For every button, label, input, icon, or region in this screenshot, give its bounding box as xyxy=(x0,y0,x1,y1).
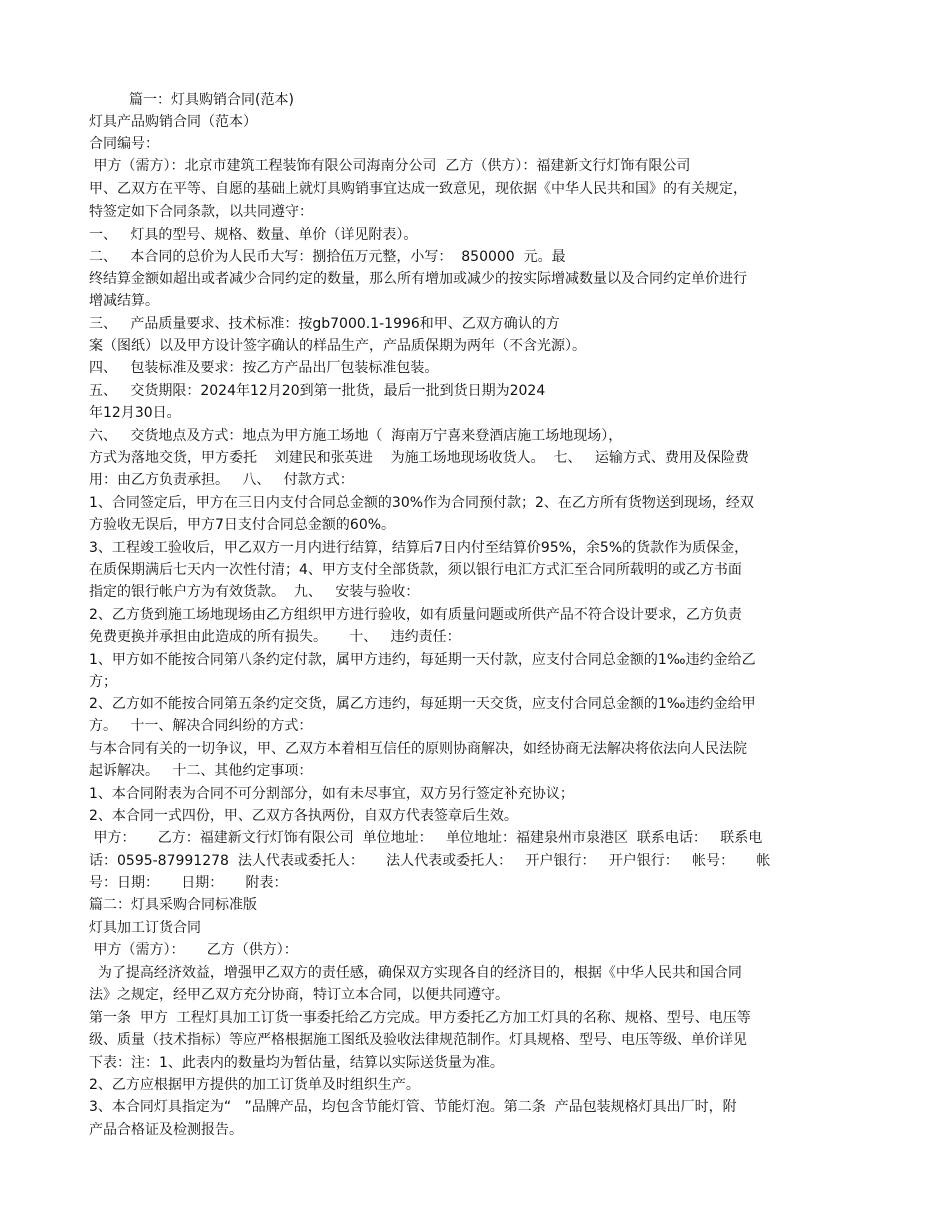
doc-line: 产品合格证及检测报告。 xyxy=(89,1122,243,1138)
doc-line: 二、 本合同的总价为人民币大写：捌拾伍万元整，小写： 850000 元。最 xyxy=(89,249,566,265)
doc-line: 1、甲方如不能按合同第八条约定付款，属甲方违约，每延期一天付款，应支付合同总金额的1‰违约金给乙 xyxy=(89,652,756,668)
doc-line: 甲方： 乙方：福建新文行灯饰有限公司 单位地址： 单位地址：福建泉州市泉港区 联系电话： 联系电 xyxy=(89,830,763,846)
doc-line: 甲方（需方）： 乙方（供方）： xyxy=(89,942,298,958)
doc-line: 1、合同签定后，甲方在三日内支付合同总金额的30%作为合同预付款；2、在乙方所有货物送到现场，经双 xyxy=(89,495,754,511)
doc-line: 方。 十一、解决合同纠纷的方式： xyxy=(89,718,313,734)
doc-line: 灯具产品购销合同（范本） xyxy=(89,114,257,130)
doc-line: 特签定如下合同条款，以共同遵守： xyxy=(89,204,313,220)
doc-line: 与本合同有关的一切争议，甲、乙双方本着相互信任的原则协商解决，如经协商无法解决将依法向人民法院 xyxy=(89,741,747,757)
doc-line: 六、 交货地点及方式：地点为甲方施工场地（ 海南万宁喜来登酒店施工场地现场）， xyxy=(89,428,623,444)
doc-line: 五、 交货期限：2024年12月20到第一批货，最后一批到货日期为2024 xyxy=(89,383,546,399)
doc-line: 1、本合同附表为合同不可分割部分，如有未尽事宜，双方另行签定补充协议； xyxy=(89,786,574,802)
doc-line: 法》之规定，经甲乙双方充分协商，特订立本合同，以便共同遵守。 xyxy=(89,987,509,1003)
doc-line: 3、工程竣工验收后，甲乙双方一月内进行结算，结算后7日内付至结算价95%，余5%的货款作为质保金， xyxy=(89,540,749,556)
doc-line: 用：由乙方负责承担。 八、 付款方式： xyxy=(89,472,354,488)
doc-line: 篇一：灯具购销合同(范本) xyxy=(129,92,294,108)
doc-line: 2、本合同一式四份，甲、乙双方各执两份，自双方代表签章后生效。 xyxy=(89,808,518,824)
doc-line: 甲、乙双方在平等、自愿的基础上就灯具购销事宜达成一致意见，现依据《中华人民共和国》的有关规定， xyxy=(89,181,747,197)
doc-line: 在质保期满后七天内一次性付清；4、甲方支付全部货款，须以银行电汇方式汇至合同所载明的或乙方书面 xyxy=(89,562,742,578)
doc-line: 年12月30日。 xyxy=(89,405,181,421)
doc-line: 三、 产品质量要求、技术标准：按gb7000.1-1996和甲、乙双方确认的方 xyxy=(89,316,560,332)
doc-line: 一、 灯具的型号、规格、数量、单价（详见附表）。 xyxy=(89,227,418,243)
doc-line: 号：日期： 日期： 附表： xyxy=(89,875,288,891)
doc-line: 方验收无误后，甲方7日支付合同总金额的60%。 xyxy=(89,517,396,533)
doc-line: 篇二：灯具采购合同标准版 xyxy=(89,897,257,913)
doc-line: 2、乙方应根据甲方提供的加工订货单及时组织生产。 xyxy=(89,1077,420,1093)
doc-line: 话：0595-87991278 法人代表或委托人： 法人代表或委托人： 开户银行： 开户银行： 帐号： 帐 xyxy=(89,853,771,869)
doc-line: 甲方（需方）：北京市建筑工程装饰有限公司海南分公司 乙方（供方）：福建新文行灯饰有限公司 xyxy=(89,158,691,174)
doc-line: 2、乙方如不能按合同第五条约定交货，属乙方违约，每延期一天交货，应支付合同总金额的1‰违约金给甲 xyxy=(89,696,756,712)
doc-line: 终结算金额如超出或者减少合同约定的数量，那么所有增加或减少的按实际增减数量以及合同约定单价进行 xyxy=(89,271,747,287)
doc-line: 为了提高经济效益，增强甲乙双方的责任感，确保双方实现各自的经济目的，根据《中华人民共和国合同 xyxy=(89,965,742,981)
doc-line: 级、质量（技术指标）等应严格根据施工图纸及验收法律规范制作。灯具规格、型号、电压等级、单价详见 xyxy=(89,1032,747,1048)
doc-line: 3、本合同灯具指定为“ ”品牌产品，均包含节能灯管、节能灯泡。第二条 产品包装规格灯具出厂时，附 xyxy=(89,1099,737,1115)
doc-line: 合同编号： xyxy=(89,136,159,152)
doc-line: 方； xyxy=(89,674,117,690)
doc-line: 增减结算。 xyxy=(89,293,159,309)
doc-line: 免费更换并承担由此造成的所有损失。 十、 违约责任： xyxy=(89,629,461,645)
doc-line: 案（图纸）以及甲方设计签字确认的样品生产，产品质保期为两年（不含光源）。 xyxy=(89,338,586,354)
doc-line: 灯具加工订货合同 xyxy=(89,920,201,936)
doc-line: 第一条 甲方 工程灯具加工订货一事委托给乙方完成。甲方委托乙方加工灯具的名称、规格、型号、电压等 xyxy=(89,1010,751,1026)
doc-line: 方式为落地交货，甲方委托 刘建民和张英进 为施工场地现场收货人。 七、 运输方式、费用及保险费 xyxy=(89,450,749,466)
doc-line: 四、 包装标准及要求：按乙方产品出厂包装标准包装。 xyxy=(89,360,439,376)
doc-line: 指定的银行帐户方为有效货款。 九、 安装与验收： xyxy=(89,584,420,600)
doc-line: 2、乙方货到施工场地现场由乙方组织甲方进行验收，如有质量问题或所供产品不符合设计要求，乙方负责 xyxy=(89,607,742,623)
doc-line: 起诉解决。 十二、其他约定事项： xyxy=(89,763,313,779)
doc-line: 下表：注：1、此表内的数量均为暂估量，结算以实际送货量为准。 xyxy=(89,1055,504,1071)
